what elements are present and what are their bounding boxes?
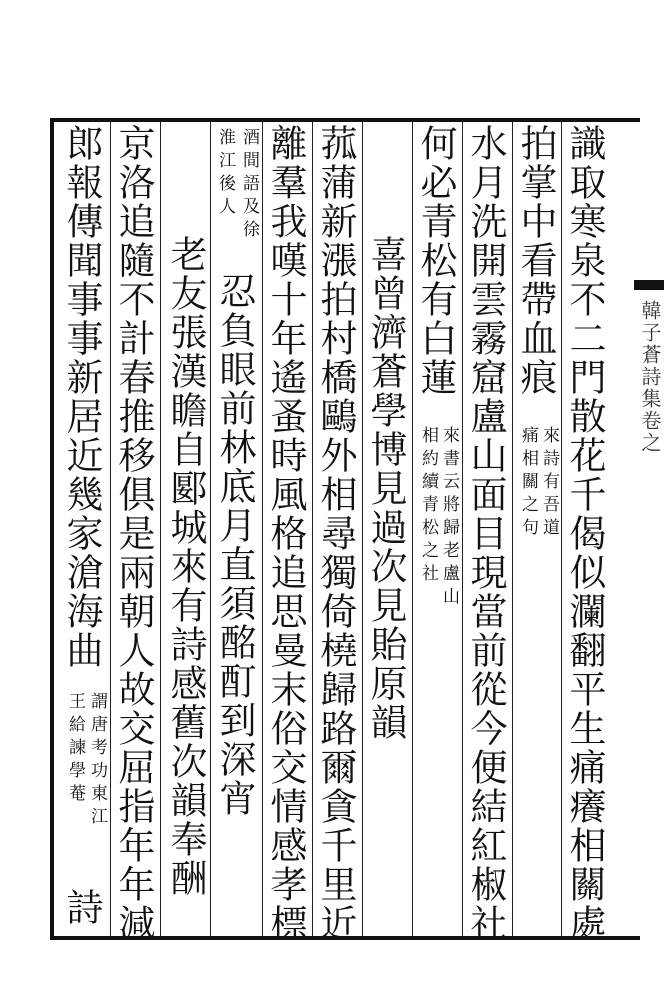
text-column-2: 拍掌中看帶血痕 bbox=[514, 124, 557, 397]
column-rule bbox=[412, 122, 413, 936]
column-rule bbox=[561, 122, 562, 936]
text-column-1: 識取寒泉不二門散花千偈似瀾翻平生痛癢相關處 bbox=[563, 124, 606, 943]
column-rule bbox=[312, 122, 313, 936]
column-rule bbox=[160, 122, 161, 936]
text-column-11: 郎報傳聞事事新居近幾家滄海曲 bbox=[60, 124, 103, 670]
annotation-left: 王給諫學菴 bbox=[65, 692, 85, 807]
annotation-right: 來詩有吾道 bbox=[539, 426, 559, 541]
text-column-3: 水月洗開雲霧窟盧山面目現當前從今便結紅椒社 bbox=[464, 124, 507, 943]
poem-title: 喜曾濟蒼學博見過次見貽原韻 bbox=[364, 235, 407, 742]
text-column-11-end: 詩 bbox=[60, 888, 103, 927]
column-rule bbox=[262, 122, 263, 936]
annotation-left: 痛相關之句 bbox=[518, 426, 538, 541]
column-rule bbox=[512, 122, 513, 936]
column-rule bbox=[210, 122, 211, 936]
text-column-6: 菰蒲新漲拍村橋鷗外相尋獨倚橈歸路爾貪千里近 bbox=[314, 124, 357, 943]
annotation-left: 相約續青松之社 bbox=[418, 426, 438, 587]
column-rule bbox=[110, 122, 111, 936]
text-column-7: 離羣我嘆十年遙蚤時風格追思曼末俗交情感孝標 bbox=[264, 124, 307, 943]
annotation-left: 淮江後人 bbox=[215, 128, 235, 220]
gutter-title: 韓子蒼詩集卷之 bbox=[638, 300, 662, 454]
poem-title: 老友張漢瞻自郾城來有詩感舊次韻奉酬 bbox=[164, 235, 207, 898]
annotation-right: 謂唐考功東江 bbox=[87, 692, 107, 830]
column-rule bbox=[462, 122, 463, 936]
column-rule bbox=[362, 122, 363, 936]
annotation-right: 來書云將歸老盧山 bbox=[439, 426, 459, 610]
text-column-8: 忍負眼前林底月直須酩酊到深宵 bbox=[213, 272, 256, 818]
annotation-right: 酒間語及徐 bbox=[239, 128, 259, 243]
text-column-10: 京洛追隨不計春推移俱是兩朝人故交屈指年年減 bbox=[112, 124, 155, 943]
text-column-4: 何必青松有白蓮 bbox=[414, 124, 457, 397]
